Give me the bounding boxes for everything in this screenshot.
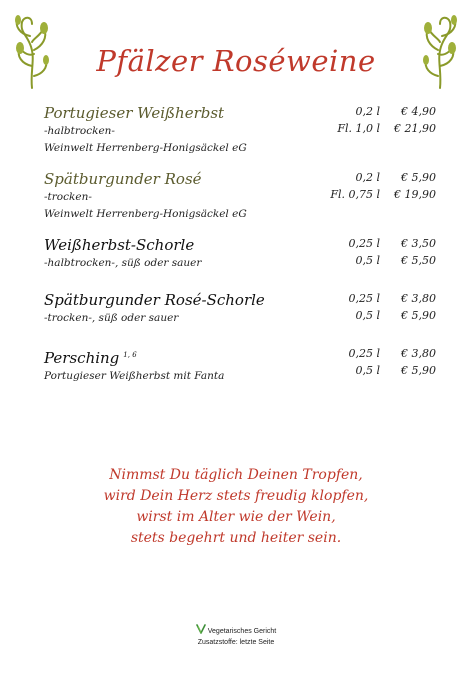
price-list xyxy=(286,347,436,381)
wine-item xyxy=(44,235,436,272)
quantity: 0,25 l xyxy=(348,347,380,360)
vegetarian-legend xyxy=(0,624,472,637)
price-row xyxy=(286,188,436,205)
additives-note: Zusatzstoffe: letzte Seite xyxy=(197,639,275,646)
wine-item xyxy=(44,103,436,157)
poem-line: wird Dein Herz stets freudig klopfen, xyxy=(103,488,369,504)
price-row xyxy=(286,292,436,309)
quantity: 0,2 l xyxy=(355,171,380,184)
price-row xyxy=(286,237,436,254)
quantity: 0,2 l xyxy=(355,105,380,118)
price-row xyxy=(286,347,436,364)
price: € 19,90 xyxy=(394,188,436,201)
quantity: 0,5 l xyxy=(355,254,380,267)
quantity: 0,5 l xyxy=(355,309,380,322)
price: € 3,80 xyxy=(401,347,436,360)
price-row xyxy=(286,254,436,271)
additive-note: 1, 6 xyxy=(123,351,137,359)
wine-item xyxy=(44,290,436,327)
price: € 5,90 xyxy=(401,364,436,377)
wine-item xyxy=(44,169,436,223)
price-row xyxy=(286,364,436,381)
poem-line: Nimmst Du täglich Deinen Tropfen, xyxy=(109,467,363,483)
price: € 5,90 xyxy=(401,309,436,322)
wine-description: -halbtrocken- xyxy=(44,125,115,137)
price: € 4,90 xyxy=(401,105,436,118)
footer xyxy=(0,624,472,648)
price: € 3,80 xyxy=(401,292,436,305)
price-list xyxy=(286,105,436,139)
vegetarian-label: Vegetarisches Gericht xyxy=(207,628,277,635)
page-title: Pfälzer Roséweine xyxy=(96,44,376,78)
price-row xyxy=(286,122,436,139)
price: € 5,90 xyxy=(401,171,436,184)
price: € 3,50 xyxy=(401,237,436,250)
wine-producer: Weinwelt Herrenberg-Honigsäckel eG xyxy=(44,208,247,220)
wine-description: -trocken-, süß oder sauer xyxy=(44,312,179,324)
quantity: 0,5 l xyxy=(355,364,380,377)
price-row xyxy=(286,309,436,326)
price-list xyxy=(286,171,436,205)
leaf-v-icon xyxy=(196,624,206,634)
wine-description: -halbtrocken-, süß oder sauer xyxy=(44,257,202,269)
wine-description: -trocken- xyxy=(44,191,92,203)
price-list xyxy=(286,237,436,271)
wine-name: Spätburgunder Rosé xyxy=(44,170,202,188)
wine-name: Spätburgunder Rosé-Schorle xyxy=(44,291,265,309)
poem-line: stets begehrt und heiter sein. xyxy=(130,530,342,546)
poem-line: wirst im Alter wie der Wein, xyxy=(136,509,336,525)
price-list xyxy=(286,292,436,326)
quantity: Fl. 0,75 l xyxy=(330,188,380,201)
wine-poem xyxy=(0,465,472,549)
price-row xyxy=(286,105,436,122)
quantity: Fl. 1,0 l xyxy=(337,122,380,135)
quantity: 0,25 l xyxy=(348,237,380,250)
wine-item xyxy=(44,345,436,385)
quantity: 0,25 l xyxy=(348,292,380,305)
wine-description: Portugieser Weißherbst mit Fanta xyxy=(44,370,225,382)
price: € 5,50 xyxy=(401,254,436,267)
wine-producer: Weinwelt Herrenberg-Honigsäckel eG xyxy=(44,142,247,154)
price: € 21,90 xyxy=(394,122,436,135)
price-row xyxy=(286,171,436,188)
wine-name: Portugieser Weißherbst xyxy=(44,104,225,122)
wine-name-text: Persching xyxy=(44,349,120,367)
wine-name: Weißherbst-Schorle xyxy=(44,236,195,254)
